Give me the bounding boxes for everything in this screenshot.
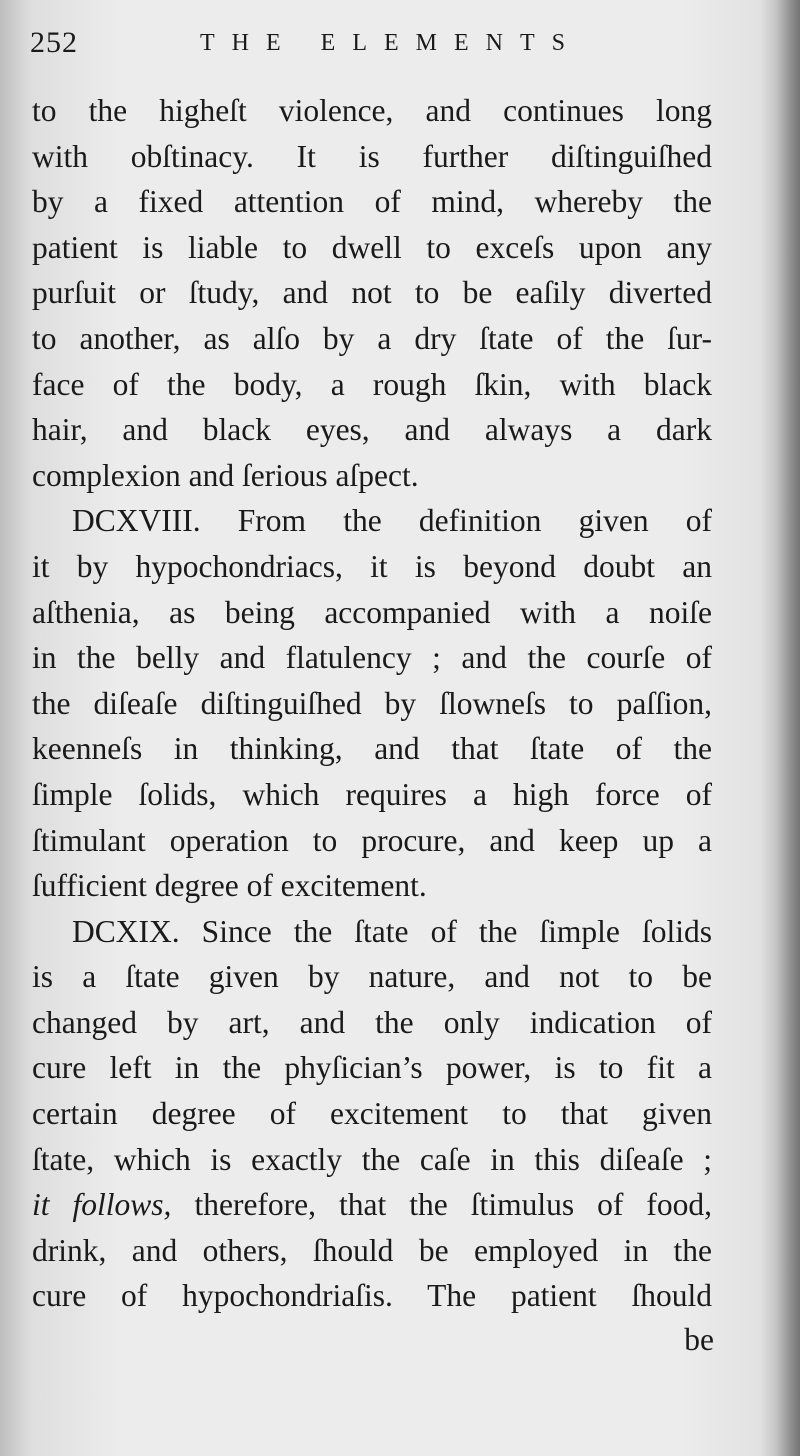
text-line: with obſtinacy. It is further diſtinguiſhed bbox=[32, 138, 712, 174]
text-line: the diſeaſe diſtinguiſhed by ſlowneſs to paſſion, bbox=[32, 685, 712, 721]
text-line: purſuit or ſtudy, and not to be eaſily diverted bbox=[32, 275, 712, 311]
text-line: is a ſtate given by nature, and not to be bbox=[32, 959, 712, 995]
text-line: it by hypochondriacs, it is beyond doubt an bbox=[32, 548, 712, 584]
page-edge-shadow bbox=[776, 0, 800, 1456]
catchword: be bbox=[684, 1322, 714, 1357]
page-number: 252 bbox=[30, 26, 78, 59]
text-line: drink, and others, ſhould be employed in the bbox=[32, 1232, 712, 1268]
running-head bbox=[30, 26, 770, 72]
text-line: aſthenia, as being accompanied with a noiſe bbox=[32, 594, 712, 630]
text-line: cure of hypochondriaſis. The patient ſhould bbox=[32, 1278, 712, 1314]
text-line: certain degree of excitement to that given bbox=[32, 1096, 712, 1132]
text-line: ſimple ſolids, which requires a high force of bbox=[32, 776, 712, 812]
text-line: cure left in the phyſician’s power, is to fit a bbox=[32, 1050, 712, 1086]
text-line: ſufficient degree of excitement. bbox=[32, 868, 427, 904]
italic-phrase: it follows, bbox=[32, 1187, 172, 1223]
text-line: to another, as alſo by a dry ſtate of the ſur- bbox=[32, 320, 712, 356]
text-line: by a fixed attention of mind, whereby the bbox=[32, 184, 712, 220]
text-line: in the belly and flatulency ; and the courſe of bbox=[32, 640, 712, 676]
text-line: it follows, therefore, that the ſtimulus of food, bbox=[32, 1187, 712, 1223]
text-line: ſtate, which is exactly the caſe in this diſeaſe ; bbox=[32, 1141, 712, 1177]
text-line: ſtimulant operation to procure, and keep up a bbox=[32, 822, 712, 858]
text-line: DCXVIII. From the definition given of bbox=[72, 503, 712, 539]
text-line: keenneſs in thinking, and that ſtate of the bbox=[32, 731, 712, 767]
body-text bbox=[32, 88, 712, 1319]
paragraph-dcxviii bbox=[32, 498, 712, 908]
text-line: hair, and black eyes, and always a dark bbox=[32, 412, 712, 448]
text-line: complexion and ſerious aſpect. bbox=[32, 457, 419, 493]
running-title: THE ELEMENTS bbox=[200, 30, 582, 56]
text-line: DCXIX. Since the ſtate of the ſimple ſolids bbox=[72, 913, 712, 949]
text-line: face of the body, a rough ſkin, with black bbox=[32, 366, 712, 402]
paragraph-continued bbox=[32, 88, 712, 498]
text-line: patient is liable to dwell to exceſs upon any bbox=[32, 229, 712, 265]
text-line: to the higheſt violence, and continues long bbox=[32, 93, 712, 128]
text-line: changed by art, and the only indication of bbox=[32, 1004, 712, 1040]
paragraph-dcxix bbox=[32, 909, 712, 1319]
